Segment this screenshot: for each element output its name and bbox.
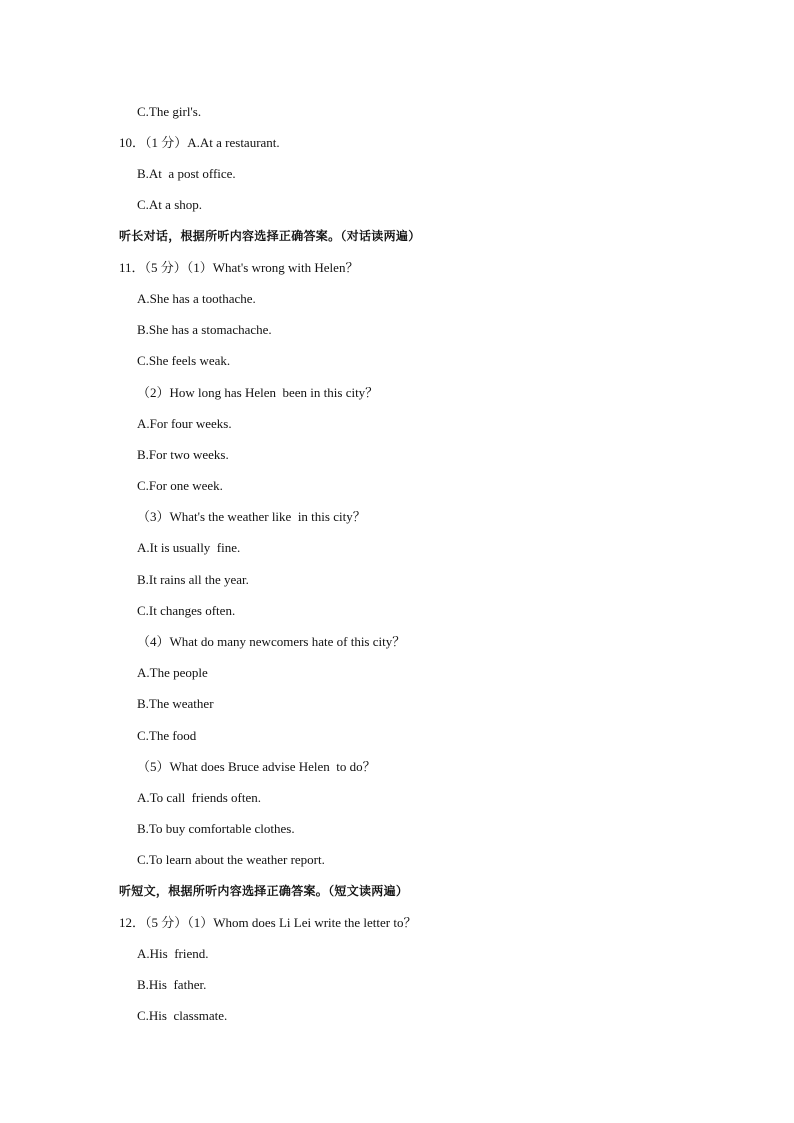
- option-b-q11-2: B.For two weeks.: [137, 447, 229, 462]
- question-11-3: （3）What's the weather like in this city？: [137, 509, 366, 524]
- option-b-q11-1: B.She has a stomachache.: [137, 322, 272, 337]
- option-a-q12-1: A.His friend.: [137, 946, 209, 961]
- option-b-q11-3: B.It rains all the year.: [137, 572, 249, 587]
- section-heading-long-dialogue: 听长对话，根据所听内容选择正确答案。（对话读两遍）: [119, 229, 421, 243]
- option-b-q10: B.At a post office.: [137, 166, 236, 181]
- option-c-q11-3: C.It changes often.: [137, 603, 236, 618]
- question-11-1: 11．（5 分）（1）What's wrong with Helen？: [119, 260, 359, 275]
- option-b-q11-5: B.To buy comfortable clothes.: [137, 821, 295, 836]
- option-c-q12-1: C.His classmate.: [137, 1008, 228, 1023]
- section-heading-short-passage: 听短文，根据所听内容选择正确答案。（短文读两遍）: [119, 884, 409, 898]
- question-11-4: （4）What do many newcomers hate of this city？: [137, 634, 406, 649]
- question-11-2: （2）How long has Helen been in this city？: [137, 385, 379, 400]
- option-c-q9: C.The girl's.: [137, 104, 202, 119]
- question-12-1: 12．（5 分）（1）Whom does Li Lei write the letter to？: [119, 915, 417, 930]
- option-b-q11-4: B.The weather: [137, 696, 214, 711]
- option-c-q10: C.At a shop.: [137, 197, 202, 212]
- option-a-q11-5: A.To call friends often.: [137, 790, 261, 805]
- option-c-q11-1: C.She feels weak.: [137, 353, 231, 368]
- option-a-q11-4: A.The people: [137, 665, 208, 680]
- option-a-q11-1: A.She has a toothache.: [137, 291, 256, 306]
- option-c-q11-2: C.For one week.: [137, 478, 223, 493]
- option-b-q12-1: B.His father.: [137, 977, 207, 992]
- option-a-q11-3: A.It is usually fine.: [137, 540, 241, 555]
- question-10: 10．（1 分）A.At a restaurant.: [119, 135, 280, 150]
- option-c-q11-5: C.To learn about the weather report.: [137, 852, 325, 867]
- question-11-5: （5）What does Bruce advise Helen to do？: [137, 759, 376, 774]
- option-c-q11-4: C.The food: [137, 728, 197, 743]
- option-a-q11-2: A.For four weeks.: [137, 416, 232, 431]
